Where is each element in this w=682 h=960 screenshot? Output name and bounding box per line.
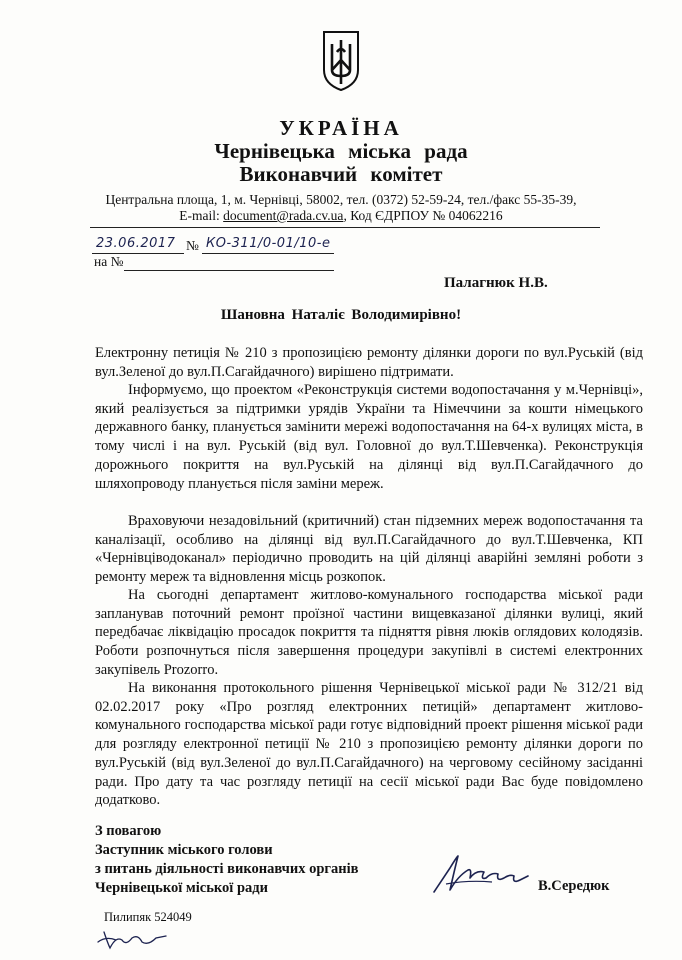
coat-of-arms-icon xyxy=(321,30,361,92)
initials-scribble xyxy=(96,926,168,952)
committee-title: Виконавчий комітет xyxy=(239,162,443,186)
signer-position-line-3: Чернівецької міської ради xyxy=(95,880,268,896)
addressee: Палагнюк Н.В. xyxy=(444,275,548,291)
number-line xyxy=(202,253,334,254)
signer-position-line-2: з питань діяльності виконавчих органів xyxy=(95,861,359,877)
header-divider xyxy=(90,227,600,228)
reply-to-label: на № xyxy=(94,254,124,269)
signer-position-line-1: Заступник міського голови xyxy=(95,842,273,858)
number-label: № xyxy=(186,238,199,253)
executor-note: Пилипяк 524049 xyxy=(104,910,192,924)
email-label: E-mail: xyxy=(179,208,224,223)
outgoing-number: КО-311/0-01/10-е xyxy=(206,236,331,251)
outgoing-date: 23.06.2017 xyxy=(96,236,176,251)
reply-to-line xyxy=(124,270,334,271)
body-paragraph-5: На виконання протокольного рішення Чернівецької міської ради № 312/21 від 02.02.2017 року «Про розгляд електронних петицій» департамент житлово-комунального господарства міської ради готує відповідний проект рішення міської ради для розгляду електронної петиції № 210 з пропозицією ремонту ділянки дороги по вул.Руській (від вул.Зеленої до вул.П.Сагайдачного) на черговому сесійному засіданні ради. Про дату та час розгляду петиції на сесії міської ради Вас буде повідомлено додатково. xyxy=(95,680,643,809)
closing-phrase: З повагою xyxy=(95,823,162,839)
salutation: Шановна Наталіє Володимирівно! xyxy=(220,307,462,323)
email-link[interactable]: document@rada.cv.ua xyxy=(223,208,344,223)
signoff-block xyxy=(95,822,358,898)
body-paragraph-2: Інформуємо, що проектом «Реконструкція системи водопостачання у м.Чернівці», який реалізується за підтримки урядів України та Німеччини за кошти німецького державного банку, планується замінити мережі водопостачання на 64-х вулицях міста, в тому числі і на вул. Руській (від вул. Головної до вул.Т.Шевченка). Реконструкція дорожнього покриття на вул.Руській на ділянці від вул.П.Сагайдачного до шляхопроводу планується після заміни мереж. xyxy=(95,382,643,492)
country-title: УКРАЇНА xyxy=(279,116,403,140)
council-title: Чернівецька міська рада xyxy=(214,139,468,163)
body-paragraph-3: Враховуючи незадовільний (критичний) стан підземних мереж водопостачання та каналізації, особливо на ділянці від вул.П.Сагайдачного до вул.Т.Шевченка, КП «Чернівціводоканал» періодично проводить на цій ділянці аварійні земляні роботи з ремонту мереж та відновлення місць розкопок. xyxy=(95,513,643,586)
signer-name: В.Середюк xyxy=(538,878,610,894)
registry-code: , Код ЄДРПОУ № 04062216 xyxy=(343,208,503,223)
body-paragraph-1: Електронну петиція № 210 з пропозицією ремонту ділянки дороги по вул.Руській (від вул.Зеленої до вул.П.Сагайдачного) вирішено підтримати. xyxy=(95,345,643,380)
body-paragraph-4: На сьогодні департамент житлово-комунального господарства міської ради запланував поточний ремонт проїзної частини вищевказаної ділянки вулиці, який передбачає ліквідацію просадок покриття та підняття рівня люків оглядових колодязів. Роботи розпочнуться після завершення процедури закупівлі в системі електронних закупівель Prozorro. xyxy=(95,587,643,678)
handwritten-signature xyxy=(428,850,532,898)
address-line: Центральна площа, 1, м. Чернівці, 58002, тел. (0372) 52-59-24, тел./факс 55-35-39, xyxy=(105,192,577,207)
contact-line xyxy=(0,208,682,224)
